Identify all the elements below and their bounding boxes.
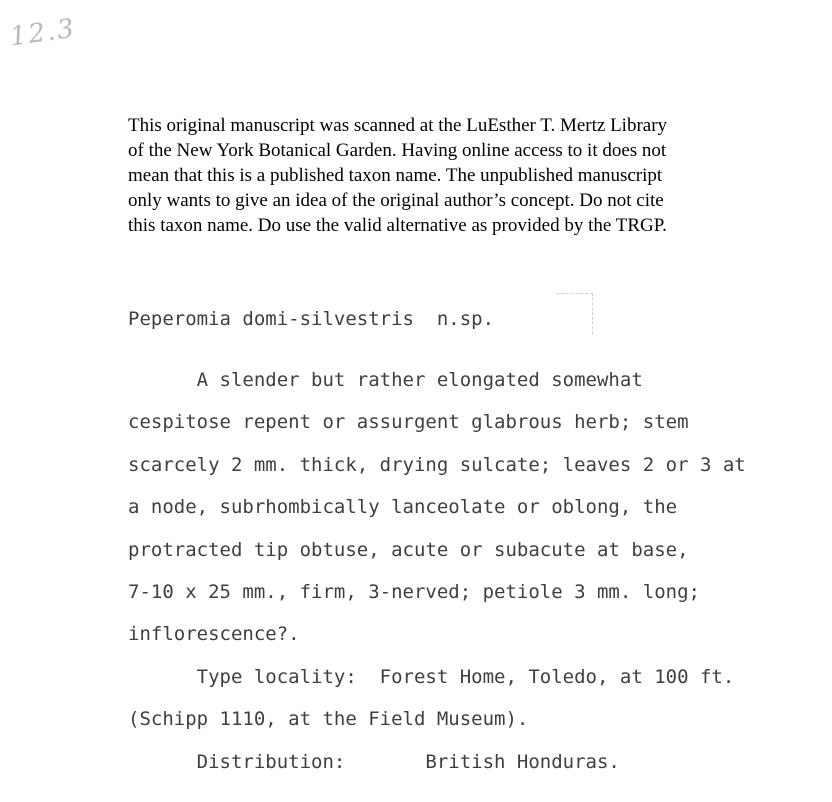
disclaimer-line: this taxon name. Do use the valid alternative as provided by the TRGP. — [128, 215, 667, 236]
pencil-annotation: 12.3 — [8, 13, 78, 53]
description-line: A slender but rather elongated somewhat — [128, 369, 643, 391]
description-line: a node, subrhombically lanceolate or oblong, the — [128, 496, 678, 518]
description-line: inflorescence?. — [128, 623, 300, 645]
disclaimer-line: mean that this is a published taxon name. The unpublished manuscript — [128, 165, 663, 186]
description-line: cespitose repent or assurgent glabrous herb; stem — [128, 411, 689, 433]
disclaimer-line: This original manuscript was scanned at the LuEsther T. Mertz Library — [128, 115, 668, 136]
faint-stamp-mark — [556, 293, 593, 334]
disclaimer-line: of the New York Botanical Garden. Having online access to it does not — [128, 140, 667, 161]
description-line: 7-10 x 25 mm., firm, 3-nerved; petiole 3 mm. long; — [128, 581, 700, 603]
type-locality-line: Type locality: Forest Home, Toledo, at 100 ft. — [128, 666, 735, 688]
description-line: scarcely 2 mm. thick, drying sulcate; leaves 2 or 3 at — [128, 454, 746, 476]
species-title: Peperomia domi-silvestris n.sp. — [128, 308, 495, 330]
type-locality-line: (Schipp 1110, at the Field Museum). — [128, 708, 529, 730]
distribution-line: Distribution: British Honduras. — [128, 751, 620, 773]
disclaimer-line: only wants to give an idea of the original author’s concept. Do not cite — [128, 190, 664, 211]
disclaimer-paragraph — [128, 113, 768, 238]
description-line: protracted tip obtuse, acute or subacute at base, — [128, 539, 689, 561]
